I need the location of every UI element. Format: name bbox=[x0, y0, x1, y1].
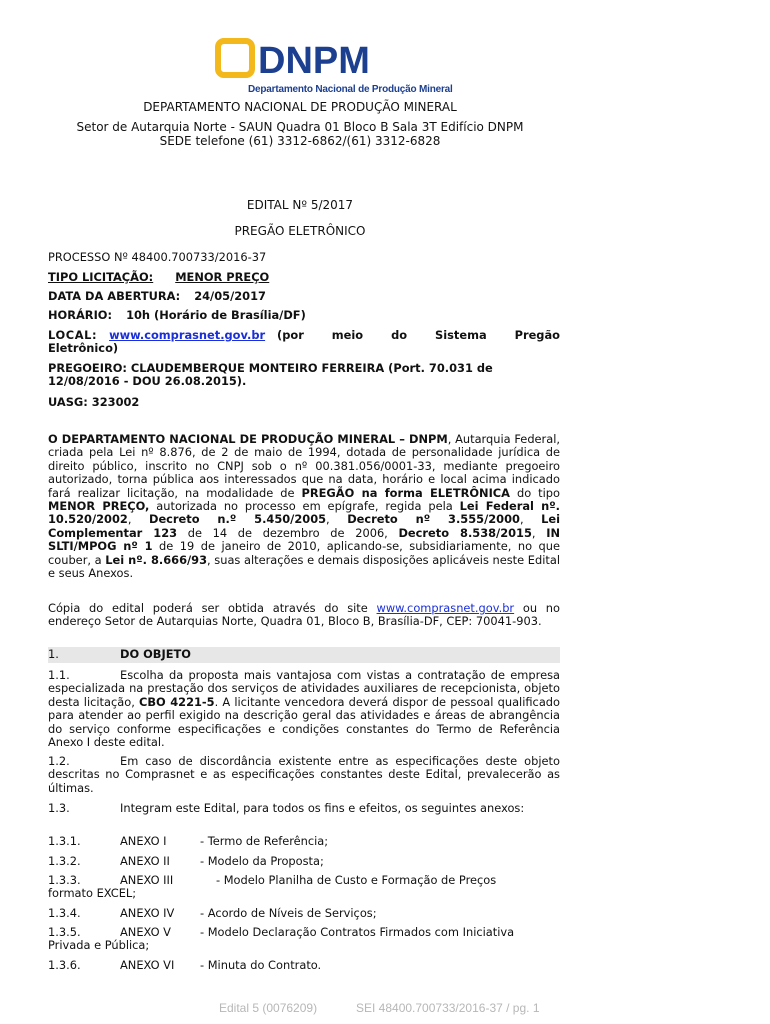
uasg-line bbox=[48, 396, 560, 409]
copia-text-b: ou no endereço Setor de Autarquias Norte, Quadra 01, Bloco B, Brasília-DF, CEP: 70041-903. bbox=[48, 601, 560, 629]
item-1-2-text: Em caso de discordância existente entre as especificações deste objeto descritas no Comprasnet e as especificações constantes deste Edital, prevalecerão as últimas. bbox=[48, 754, 560, 795]
annex-row bbox=[48, 874, 560, 901]
annex-desc-cont: Privada e Pública; bbox=[48, 938, 150, 953]
item-1-3 bbox=[48, 802, 560, 815]
annex-label: ANEXO V bbox=[120, 925, 171, 939]
local-rest: (por meio do Sistema Pregão bbox=[277, 328, 560, 342]
logo-subtitle: Departamento Nacional de Produção Mineral bbox=[248, 84, 453, 95]
tipo-value: MENOR PREÇO bbox=[175, 270, 270, 284]
annex-row bbox=[48, 959, 560, 972]
pregoeiro-block bbox=[48, 362, 560, 389]
intro-org-bold: O DEPARTAMENTO NACIONAL DE PRODUÇÃO MINERAL – DNPM bbox=[48, 432, 448, 446]
item-1-1-text-b: . A licitante vencedora deverá dispor de pessoal qualificado para atender ao perfil exigido na descrição geral das atividades e áreas de abrangência do serviço conforme especificações e condições constantes do Termo de Referência Anexo I deste edital. bbox=[48, 694, 560, 750]
annex-number: 1.3.2. bbox=[48, 854, 81, 868]
intro-decreto-5450: Decreto n.º 5.450/2005 bbox=[148, 512, 327, 527]
item-1-2 bbox=[48, 755, 560, 795]
intro-text-j: , suas alterações e demais disposições aplicáveis neste Edital e seus Anexos. bbox=[48, 552, 560, 581]
intro-pregao: PREGÃO na forma ELETRÔNICA bbox=[301, 485, 510, 500]
annex-label: ANEXO II bbox=[120, 854, 170, 868]
item-1-1-cbo: CBO 4221-5 bbox=[138, 694, 215, 709]
intro-text-a: , Autarquia Federal, criada pela Lei nº 8.876, de 2 de maio de 1994, dotada de personalidade jurídica de direito público, inscrito no CNPJ sob o nº 00.381.056/0001-33, mediante pregoeiro autorizado, torna pública aos interessados que na data, horário e local acima indicado fará realizar licitação, na modalidade de bbox=[48, 432, 560, 500]
annex-desc: - Modelo Planilha de Custo e Formação de Preços bbox=[216, 873, 497, 887]
local-line bbox=[48, 329, 560, 356]
horario-label: HORÁRIO: bbox=[48, 308, 113, 322]
annex-label: ANEXO III bbox=[120, 873, 174, 887]
intro-text-g: de 14 de dezembro de 2006, bbox=[177, 525, 399, 540]
intro-lei-8666: Lei nº. 8.666/93 bbox=[105, 552, 208, 567]
item-1-1-text-a: Escolha da proposta mais vantajosa com vistas a contratação de empresa especializada na prestação dos serviços de atividades auxiliares de recepcionista, objeto desta licitação, bbox=[48, 668, 560, 709]
annex-desc: - Termo de Referência; bbox=[200, 834, 329, 848]
annex-desc: - Minuta do Contrato. bbox=[200, 958, 322, 972]
annex-label: ANEXO IV bbox=[120, 906, 175, 920]
local-rest-2: Eletrônico) bbox=[48, 341, 119, 356]
pregoeiro-line-1: PREGOEIRO: CLAUDEMBERQUE MONTEIRO FERREIRA (Port. 70.031 de bbox=[48, 361, 493, 375]
intro-text-i: de 19 de janeiro de 2010, aplicando-se, subsidiariamente, no que couber, a bbox=[48, 539, 560, 567]
annex-number: 1.3.1. bbox=[48, 834, 81, 848]
org-address: Setor de Autarquia Norte - SAUN Quadra 01 Bloco B Sala 3T Edifício DNPM bbox=[76, 120, 524, 134]
item-1-1-number: 1.1. bbox=[48, 668, 70, 682]
intro-lei-10520: Lei Federal nº. 10.520/2002 bbox=[48, 499, 561, 527]
processo-line: PROCESSO Nº 48400.700733/2016-37 bbox=[48, 250, 267, 264]
intro-text-f: , bbox=[519, 512, 542, 527]
data-value: 24/05/2017 bbox=[194, 289, 266, 303]
annex-row bbox=[48, 907, 560, 920]
footer-sei-page: SEI 48400.700733/2016-37 / pg. 1 bbox=[356, 1001, 540, 1015]
intro-lei-complementar: Lei Complementar 123 bbox=[48, 512, 560, 540]
annex-label: ANEXO I bbox=[120, 834, 167, 848]
pregoeiro-line-2: 12/08/2016 - DOU 26.08.2015). bbox=[48, 374, 247, 389]
intro-text-h: , bbox=[531, 525, 547, 540]
horario-line bbox=[48, 309, 560, 322]
annex-desc-cont: formato EXCEL; bbox=[48, 886, 137, 901]
item-1-1 bbox=[48, 669, 560, 749]
logo-text: DNPM bbox=[258, 40, 370, 82]
pregao-title: PREGÃO ELETRÔNICO bbox=[234, 224, 366, 238]
item-1-3-text: Integram este Edital, para todos os fins e efeitos, os seguintes anexos: bbox=[120, 801, 525, 815]
copia-paragraph bbox=[48, 602, 560, 629]
uasg-text: UASG: 323002 bbox=[48, 395, 140, 409]
intro-text-d: , bbox=[127, 512, 149, 527]
tipo-label: TIPO LICITAÇÃO: bbox=[48, 270, 154, 284]
comprasnet-link[interactable]: www.comprasnet.gov.br bbox=[109, 328, 266, 342]
intro-decreto-3555: Decreto nº 3.555/2000 bbox=[347, 512, 520, 527]
annex-label: ANEXO VI bbox=[120, 958, 175, 972]
edital-title: EDITAL Nº 5/2017 bbox=[246, 198, 354, 212]
intro-paragraph bbox=[48, 433, 560, 580]
item-1-2-number: 1.2. bbox=[48, 754, 70, 768]
copia-text-a: Cópia do edital poderá ser obtida através do site bbox=[48, 601, 377, 615]
intro-text-b: do tipo bbox=[510, 485, 561, 500]
annex-row bbox=[48, 855, 560, 868]
intro-in-slti: IN SLTI/MPOG nº 1 bbox=[48, 525, 560, 554]
annex-row bbox=[48, 835, 560, 848]
annex-desc: - Modelo da Proposta; bbox=[200, 854, 324, 868]
section-1-heading bbox=[48, 648, 560, 661]
annex-number: 1.3.3. bbox=[48, 873, 81, 887]
annex-desc: - Acordo de Níveis de Serviços; bbox=[200, 906, 377, 920]
footer-doc-id: Edital 5 (0076209) bbox=[219, 1001, 318, 1015]
annex-number: 1.3.6. bbox=[48, 958, 81, 972]
intro-text-e: , bbox=[326, 512, 348, 527]
item-1-3-number: 1.3. bbox=[48, 801, 70, 815]
section-1-number: 1. bbox=[48, 647, 59, 661]
intro-text-c: autorizada no processo em epígrafe, regida pela bbox=[149, 499, 460, 514]
intro-menor-preco: MENOR PREÇO, bbox=[48, 499, 150, 514]
annex-number: 1.3.5. bbox=[48, 925, 81, 939]
org-name: DEPARTAMENTO NACIONAL DE PRODUÇÃO MINERAL bbox=[143, 100, 457, 114]
tipo-line bbox=[48, 271, 560, 284]
horario-value: 10h (Horário de Brasília/DF) bbox=[126, 308, 306, 322]
intro-decreto-8538: Decreto 8.538/2015 bbox=[398, 525, 532, 540]
comprasnet-link-2[interactable]: www.comprasnet.gov.br bbox=[376, 601, 515, 615]
data-label: DATA DA ABERTURA: bbox=[48, 289, 181, 303]
annex-desc: - Modelo Declaração Contratos Firmados com Iniciativa bbox=[200, 925, 515, 939]
annex-row bbox=[48, 926, 560, 953]
annex-number: 1.3.4. bbox=[48, 906, 81, 920]
section-1-title: DO OBJETO bbox=[120, 647, 191, 661]
org-phone: SEDE telefone (61) 3312-6862/(61) 3312-6828 bbox=[159, 134, 441, 148]
data-line bbox=[48, 290, 560, 303]
local-label: LOCAL: bbox=[48, 328, 98, 342]
